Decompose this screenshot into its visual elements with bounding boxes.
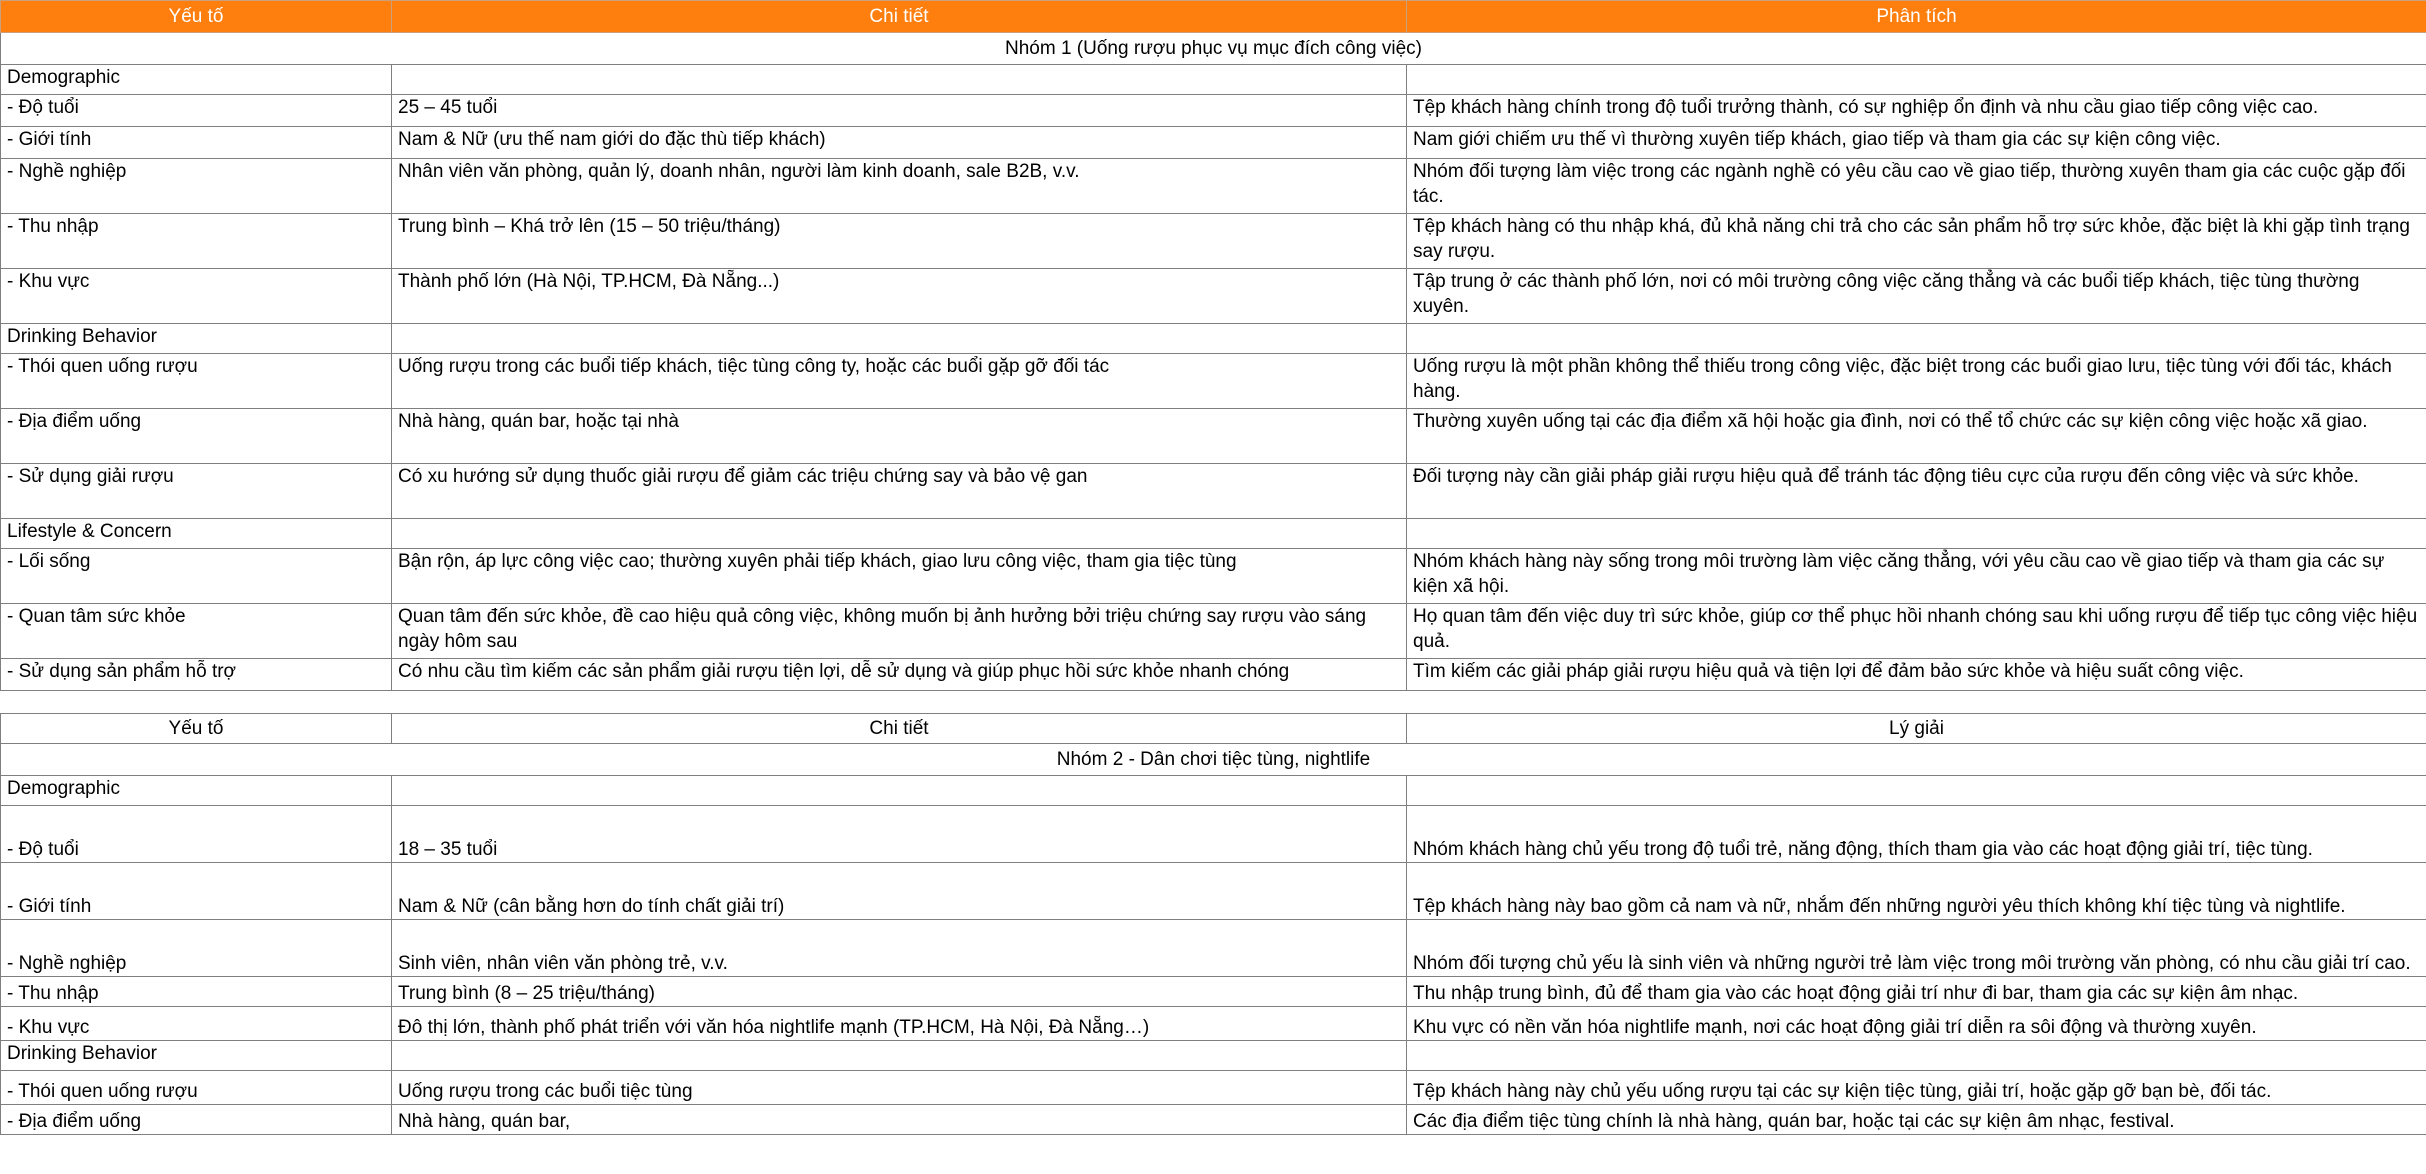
empty-cell[interactable] <box>1407 324 2426 354</box>
analysis-cell[interactable]: Tệp khách hàng có thu nhập khá, đủ khả năng chi trả cho các sản phẩm hỗ trợ sức khỏe, đặc biệt là khi gặp tình trạng say rượu. <box>1407 214 2426 269</box>
analysis-cell[interactable]: Họ quan tâm đến việc duy trì sức khỏe, giúp cơ thể phục hồi nhanh chóng sau khi uống rượu để tiếp tục công việc hiệu quả. <box>1407 604 2426 659</box>
detail-cell[interactable]: Đô thị lớn, thành phố phát triển với văn hóa nightlife mạnh (TP.HCM, Hà Nội, Đà Nẵng…) <box>392 1007 1407 1041</box>
analysis-cell[interactable]: Nhóm đối tượng chủ yếu là sinh viên và những người trẻ làm việc trong môi trường văn phòng, có nhu cầu giải trí cao. <box>1407 920 2426 977</box>
header-factor[interactable]: Yếu tố <box>1 1 392 33</box>
analysis-cell[interactable]: Nam giới chiếm ưu thế vì thường xuyên tiếp khách, giao tiếp và tham gia các sự kiện công việc. <box>1407 127 2426 159</box>
section-title[interactable]: Drinking Behavior <box>1 324 392 354</box>
detail-cell[interactable]: Có xu hướng sử dụng thuốc giải rượu để giảm các triệu chứng say và bảo vệ gan <box>392 464 1407 519</box>
section-title[interactable]: Drinking Behavior <box>1 1041 392 1071</box>
analysis-cell[interactable]: Uống rượu là một phần không thể thiếu trong công việc, đặc biệt trong các buổi giao lưu, tiệc tùng với đối tác, khách hàng. <box>1407 354 2426 409</box>
factor-cell[interactable]: - Địa điểm uống <box>1 409 392 464</box>
detail-cell[interactable]: Uống rượu trong các buổi tiệc tùng <box>392 1071 1407 1105</box>
section-title[interactable]: Demographic <box>1 776 392 806</box>
empty-cell[interactable] <box>392 519 1407 549</box>
section-row <box>1 776 2426 806</box>
spacer-row <box>1 691 2426 714</box>
table-row <box>1 1007 2426 1041</box>
table-row <box>1 806 2426 863</box>
section-row <box>1 519 2426 549</box>
section-row <box>1 65 2426 95</box>
factor-cell[interactable]: - Thu nhập <box>1 977 392 1007</box>
section-title[interactable]: Lifestyle & Concern <box>1 519 392 549</box>
header-analysis[interactable]: Phân tích <box>1407 1 2426 33</box>
table-row <box>1 95 2426 127</box>
factor-cell[interactable]: - Địa điểm uống <box>1 1105 392 1135</box>
factor-cell[interactable]: - Lối sống <box>1 549 392 604</box>
analysis-cell[interactable]: Tệp khách hàng này bao gồm cả nam và nữ, nhắm đến những người yêu thích không khí tiệc tùng và nightlife. <box>1407 863 2426 920</box>
factor-cell[interactable]: - Giới tính <box>1 863 392 920</box>
table-row <box>1 863 2426 920</box>
header-reason[interactable]: Lý giải <box>1407 714 2426 744</box>
detail-cell[interactable]: 25 – 45 tuổi <box>392 95 1407 127</box>
factor-cell[interactable]: - Sử dụng giải rượu <box>1 464 392 519</box>
factor-cell[interactable]: - Thói quen uống rượu <box>1 1071 392 1105</box>
empty-cell[interactable] <box>392 324 1407 354</box>
section-row <box>1 1041 2426 1071</box>
header-row <box>1 1 2426 33</box>
table-row <box>1 1071 2426 1105</box>
group-title[interactable]: Nhóm 1 (Uống rượu phục vụ mục đích công việc) <box>1 33 2426 65</box>
header-detail[interactable]: Chi tiết <box>392 714 1407 744</box>
factor-cell[interactable]: - Quan tâm sức khỏe <box>1 604 392 659</box>
empty-cell[interactable] <box>1407 1041 2426 1071</box>
table-row <box>1 1105 2426 1135</box>
factor-cell[interactable]: - Nghề nghiệp <box>1 920 392 977</box>
detail-cell[interactable]: Uống rượu trong các buổi tiếp khách, tiệc tùng công ty, hoặc các buổi gặp gỡ đối tác <box>392 354 1407 409</box>
empty-cell[interactable] <box>1 691 2426 714</box>
table-row <box>1 354 2426 409</box>
analysis-cell[interactable]: Khu vực có nền văn hóa nightlife mạnh, nơi các hoạt động giải trí diễn ra sôi động và thường xuyên. <box>1407 1007 2426 1041</box>
empty-cell[interactable] <box>1407 519 2426 549</box>
table-row <box>1 659 2426 691</box>
header-detail[interactable]: Chi tiết <box>392 1 1407 33</box>
group-row <box>1 744 2426 776</box>
table-row <box>1 269 2426 324</box>
detail-cell[interactable]: Thành phố lớn (Hà Nội, TP.HCM, Đà Nẵng...) <box>392 269 1407 324</box>
analysis-cell[interactable]: Nhóm khách hàng này sống trong môi trường làm việc căng thẳng, với yêu cầu cao về giao tiếp và tham gia các sự kiện xã hội. <box>1407 549 2426 604</box>
header-factor[interactable]: Yếu tố <box>1 714 392 744</box>
detail-cell[interactable]: Trung bình (8 – 25 triệu/tháng) <box>392 977 1407 1007</box>
analysis-cell[interactable]: Thu nhập trung bình, đủ để tham gia vào các hoạt động giải trí như đi bar, tham gia các sự kiện âm nhạc. <box>1407 977 2426 1007</box>
factor-cell[interactable]: - Khu vực <box>1 269 392 324</box>
table-row <box>1 977 2426 1007</box>
section-row <box>1 324 2426 354</box>
detail-cell[interactable]: Nhà hàng, quán bar, <box>392 1105 1407 1135</box>
analysis-cell[interactable]: Tệp khách hàng chính trong độ tuổi trưởng thành, có sự nghiệp ổn định và nhu cầu giao tiếp công việc cao. <box>1407 95 2426 127</box>
table-row <box>1 549 2426 604</box>
detail-cell[interactable]: Nhà hàng, quán bar, hoặc tại nhà <box>392 409 1407 464</box>
table-row <box>1 604 2426 659</box>
detail-cell[interactable]: Nam & Nữ (ưu thế nam giới do đặc thù tiếp khách) <box>392 127 1407 159</box>
detail-cell[interactable]: Có nhu cầu tìm kiếm các sản phẩm giải rượu tiện lợi, dễ sử dụng và giúp phục hồi sức khỏe nhanh chóng <box>392 659 1407 691</box>
analysis-cell[interactable]: Tập trung ở các thành phố lớn, nơi có môi trường công việc căng thẳng và các buổi tiếp khách, tiệc tùng thường xuyên. <box>1407 269 2426 324</box>
analysis-cell[interactable]: Nhóm đối tượng làm việc trong các ngành nghề có yêu cầu cao về giao tiếp, thường xuyên tham gia các cuộc gặp đối tác. <box>1407 159 2426 214</box>
table-row <box>1 920 2426 977</box>
detail-cell[interactable]: Bận rộn, áp lực công việc cao; thường xuyên phải tiếp khách, giao lưu công việc, tham gia tiệc tùng <box>392 549 1407 604</box>
header-row <box>1 714 2426 744</box>
analysis-cell[interactable]: Nhóm khách hàng chủ yếu trong độ tuổi trẻ, năng động, thích tham gia vào các hoạt động giải trí, tiệc tùng. <box>1407 806 2426 863</box>
analysis-cell[interactable]: Đối tượng này cần giải pháp giải rượu hiệu quả để tránh tác động tiêu cực của rượu đến công việc và sức khỏe. <box>1407 464 2426 519</box>
factor-cell[interactable]: - Nghề nghiệp <box>1 159 392 214</box>
table-row <box>1 159 2426 214</box>
detail-cell[interactable]: Trung bình – Khá trở lên (15 – 50 triệu/tháng) <box>392 214 1407 269</box>
table-row <box>1 127 2426 159</box>
empty-cell[interactable] <box>1407 65 2426 95</box>
empty-cell[interactable] <box>1407 776 2426 806</box>
analysis-cell[interactable]: Tìm kiếm các giải pháp giải rượu hiệu quả và tiện lợi để đảm bảo sức khỏe và hiệu suất công việc. <box>1407 659 2426 691</box>
factor-cell[interactable]: - Thu nhập <box>1 214 392 269</box>
analysis-cell[interactable]: Các địa điểm tiệc tùng chính là nhà hàng, quán bar, hoặc tại các sự kiện âm nhạc, festival. <box>1407 1105 2426 1135</box>
detail-cell[interactable]: 18 – 35 tuổi <box>392 806 1407 863</box>
empty-cell[interactable] <box>392 1041 1407 1071</box>
factor-cell[interactable]: - Giới tính <box>1 127 392 159</box>
analysis-cell[interactable]: Tệp khách hàng này chủ yếu uống rượu tại các sự kiện tiệc tùng, giải trí, hoặc gặp gỡ bạn bè, đối tác. <box>1407 1071 2426 1105</box>
analysis-cell[interactable]: Thường xuyên uống tại các địa điểm xã hội hoặc gia đình, nơi có thể tổ chức các sự kiện công việc hoặc xã giao. <box>1407 409 2426 464</box>
factor-cell[interactable]: - Thói quen uống rượu <box>1 354 392 409</box>
group-title[interactable]: Nhóm 2 - Dân chơi tiệc tùng, nightlife <box>1 744 2426 776</box>
empty-cell[interactable] <box>392 65 1407 95</box>
factor-cell[interactable]: - Sử dụng sản phẩm hỗ trợ <box>1 659 392 691</box>
factor-cell[interactable]: - Độ tuổi <box>1 95 392 127</box>
factor-cell[interactable]: - Độ tuổi <box>1 806 392 863</box>
factor-cell[interactable]: - Khu vực <box>1 1007 392 1041</box>
section-title[interactable]: Demographic <box>1 65 392 95</box>
table-row <box>1 464 2426 519</box>
group-row <box>1 33 2426 65</box>
detail-cell[interactable]: Quan tâm đến sức khỏe, đề cao hiệu quả công việc, không muốn bị ảnh hưởng bởi triệu chứng say rượu vào sáng ngày hôm sau <box>392 604 1407 659</box>
detail-cell[interactable]: Nam & Nữ (cân bằng hơn do tính chất giải trí) <box>392 863 1407 920</box>
table-row <box>1 214 2426 269</box>
empty-cell[interactable] <box>392 776 1407 806</box>
detail-cell[interactable]: Nhân viên văn phòng, quản lý, doanh nhân, người làm kinh doanh, sale B2B, v.v. <box>392 159 1407 214</box>
table-row <box>1 409 2426 464</box>
detail-cell[interactable]: Sinh viên, nhân viên văn phòng trẻ, v.v. <box>392 920 1407 977</box>
